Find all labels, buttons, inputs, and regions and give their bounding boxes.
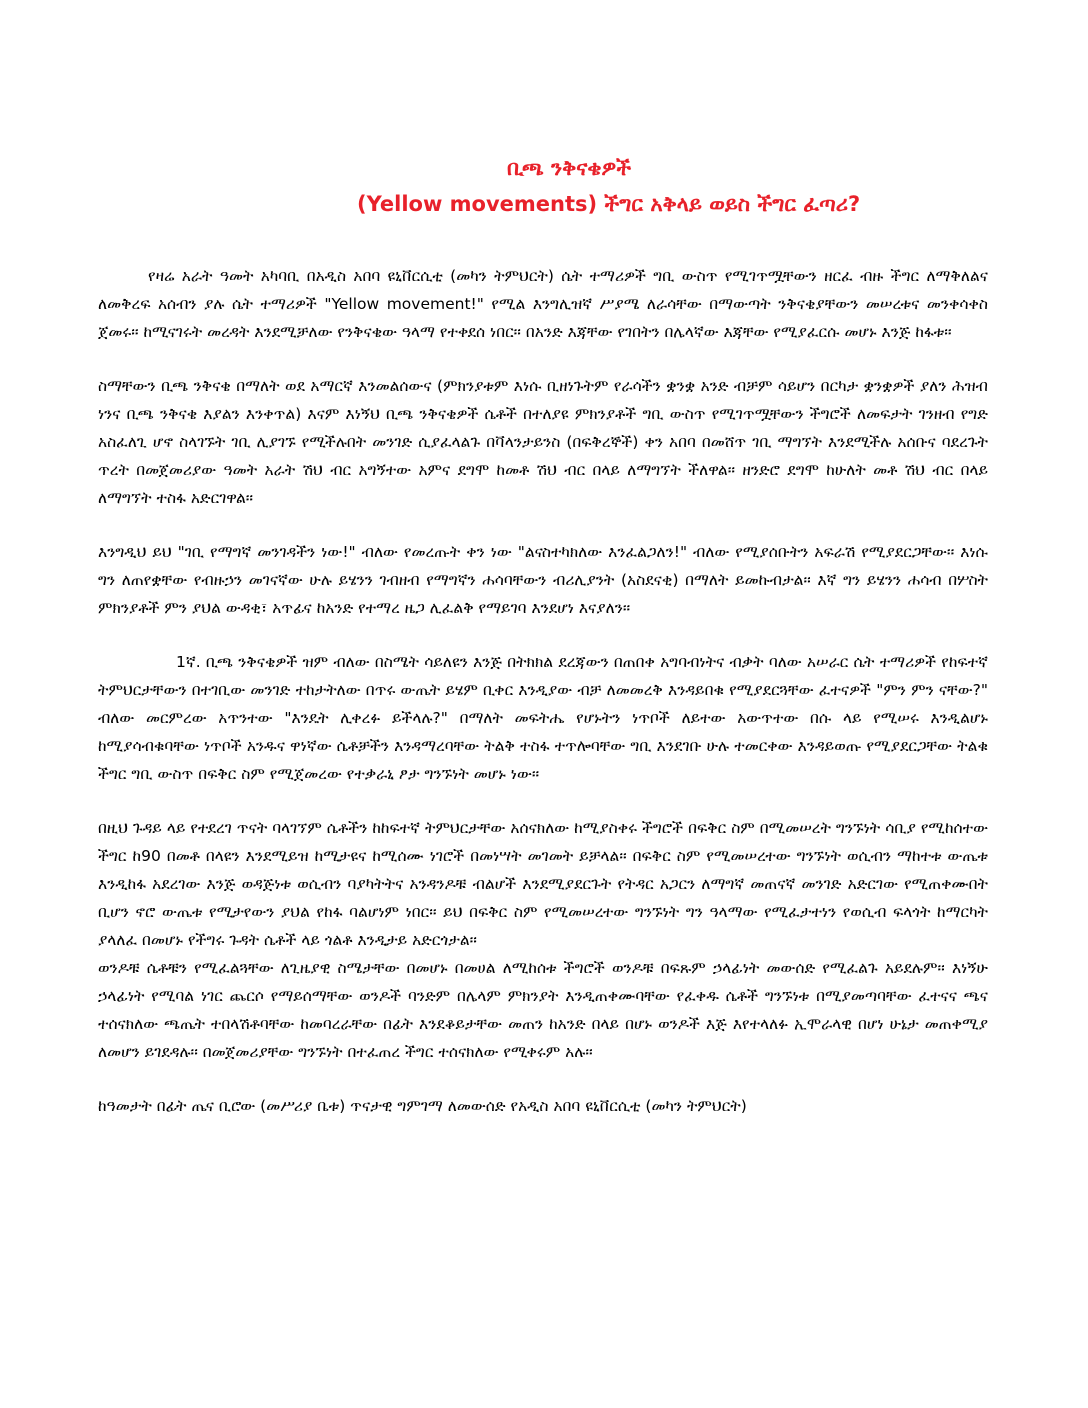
title-line-2: (Yellow movements) ችግር አቅላይ ወይስ ችግር ፈጣሪ? bbox=[357, 192, 861, 216]
paragraph-name-and-fundraising: ስማቸውን ቢጫ ንቅናቄ በማለት ወደ አማርኛ እንመልሰውና (ምክንያቱም እነሱ ቢዘነጉትም የራሳችን ቋንቋ አንድ ብቻም ሳይሆን በርካታ ቋንቋዎች ያለን ሕዝብ ነንና ቢጫ ንቅናቄ እያልን እንቀጥል) እናም እነኝህ ቢጫ ንቅናቄዎች ሴቶች በተለያዩ ምክንያቶች ግቢ ውስጥ የሚገጥሟቸውን ችግሮች ለመፍታት ገንዘብ የግድ አስፈለጊ ሆኖ ስላገኙት ገቢ ሊያገኙ የሚችሉበት መንገድ ሲያፈላልጉ በቫላንታይንስ (በፍቅረኞች) ቀን አበባ በመሸጥ ገቢ ማግኘት እንደሚችሉ አሰቡና ባደረጉት ጥረት በመጀመሪያው ዓመት አራት ሽህ ብር አግኝተው አምና ደግሞ ከመቶ ሽህ ብር በላይ ለማግኘት ችለዋል፡፡ ዘንድሮ ደግሞ ከሁለት መቶ ሽህ ብር በላይ ለማግኘት ተስፋ አድርገዋል፡፡ bbox=[98, 377, 988, 507]
paragraph-relationships: በዚህ ጉዳይ ላይ የተደረገ ጥናት ባላገኘም ሴቶችን ከከፍተኛ ትምህርታቸው አሰናክለው ከሚያስቀሩ ችግሮች በፍቅር ስም በሚመሠረት ግንኙነት ሳቢያ የሚከሰተው ችግር ከ90 በመቶ በላዩን እንደሚይዝ ከሚታዩና ከሚሰሙ ነገሮች በመነሣት መገመት ይቻላል፡፡ በፍቅር ስም የሚመሠረተው ግንኙነት ወሲብን ማከተቱ ውጤቱ እንዲከፋ አደረገው እንጅ ወዳጅነቱ ወሲብን ባያካትትና አንዳንዶቹ ብልሆች እንደሚያደርጉት የትዳር አጋርን ለማግኛ መጠናኛ መንገድ አድርገው የሚጠቀሙበት ቢሆን ኖሮ ውጤቱ የሚታየውን ያህል የከፋ ባልሆነም ነበር፡፡ ይህ በፍቅር ስም የሚመሠረተው ግንኙነት ግን ዓላማው የሚፈታተነን የወሲብ ፍላጎት ከማርካት ያላለፈ በመሆኑ የችግሩ ጉዳት ሴቶች ላይ ጎልቶ እንዲታይ አድርጎታል፡፡ bbox=[98, 819, 988, 949]
paragraph-intro: የዛሬ አራት ዓመት አካባቢ በአዲስ አበባ ዩኒቨርሲቲ (መካን ትምህርት) ሴት ተማሪዎች ግቢ ውስጥ የሚገጥሟቸውን ዘርፈ ብዙ ችግር ለማቅለልና ለመቅረፍ አሰብን ያሉ ሴት ተማሪዎች "Yellow movement!" የሚል እንግሊዝኛ ሥያሜ ለራሳቸው በማውጣት ንቅናቄያቸውን መሠረቱና መንቀሳቀስ ጀመሩ፡፡ ከሚናገሩት መረዳት እንደሚቻለው የንቅናቄው ዓላማ የተቀደሰ ነበር፡፡ በአንድ እጃቸው የገበትን በሌላኛው እጃቸው የሚያፈርሱ መሆኑ እንጅ ከፋቱ፡፡ bbox=[98, 267, 988, 341]
paragraph-men-responsibility: ወንዶቹ ሴቶቹን የሚፈልጓቸው ለጊዜያዊ ስሜታቸው በመሆኑ በመሀል ለሚከሰቱ ችግሮች ወንዶቹ በፍጹም ኃላፊነት መውሰድ የሚፈልጉ አይደሉም፡፡ እነኝሁ ኃላፊነት የሚባል ነገር ጨርሶ የማይሰማቸው ወንዶች ባንድም በሌላም ምክንያት እንዲጠቀሙባቸው የፈቀዱ ሴቶች ግንኙነቱ በሚያመጣባቸው ፈተናና ጫና ተሰናክለው ጫጤት ተበላሽቶባቸው ከመባረራቸው በፊት እንደቆይታቸው መጠን ከአንድ በላይ በሆኑ ወንዶች እጅ እየተላለፉ ኢሞራላዊ በሆነ ሁኔታ መጠቀሚያ ለመሆን ይገደዳሉ፡፡ በመጀመሪያቸው ግንኙነት በተፈጠረ ችግር ተሰናክለው የሚቀሩም አሉ፡፡ bbox=[98, 959, 988, 1061]
title-line-1: ቢጫ ንቅናቄዎች bbox=[507, 156, 632, 180]
document-body bbox=[98, 262, 988, 1146]
document-title bbox=[0, 150, 1088, 222]
paragraph-three-reasons: እንግዲህ ይህ "ገቢ የማግኛ መንገዳችን ነው!" ብለው የመረጡት ቀን ነው "ልናስተካክለው እንፈልጋለን!" ብለው የሚያሰቡትን አፍራሽ የሚያደርጋቸው፡፡ እነሱ ግን ለጠየቋቸው የብዙኃን መገናኛው ሁሉ ይሄንን ገብዘብ የማግኛን ሐሳባቸውን ብሪሊያንት (አስደናቂ) በማለት ይመኩብታል፡፡ እኛ ግን ይሄንን ሐሳብ በሦስት ምክንያቶች ምን ያህል ውዳቂ፣ አጥፊና ከአንድ የተማረ ዜጋ ሊፈልቅ የማይገባ እንደሆነ እናያለን፡፡ bbox=[98, 543, 988, 617]
paragraph-health-office: ከዓመታት በፊት ጤና ቢሮው (መሥሪያ ቤቱ) ጥናታዊ ግምገማ ለመውሰድ የአዲስ አበባ ዩኒቨርሲቲ (መካን ትምህርት) bbox=[98, 1097, 747, 1115]
paragraph-reason-one: 1ኛ. ቢጫ ንቅናቄዎች ዝም ብለው በስሜት ሳይለዩን እንጅ በትክክል ደረጃውን በጠበቀ አግባብነትና ብቃት ባለው አሠራር ሴት ተማሪዎች የከፍተኛ ትምህርታቸውን በተገቢው መንገድ ተከታትለው በጥሩ ውጤት ይሄም ቢቀር እንዲያው ብቻ ለመመረቅ እንዳይበቁ የሚያደርጓቸው ፈተናዎች "ምን ምን ናቸው?" ብለው መርምረው አጥንተው "እንዴት ሊቀረፉ ይችላሉ?" በማለት መፍትሔ የሆኑትን ነጥቦች ለይተው አውጥተው በሱ ላይ የሚሠሩ እንዲልሆኑ ከሚያሳብቁባቸው ነጥቦች አንዱና ዋነኛው ሴቶቻችን እንዳማረባቸው ትልቅ ተስፋ ተጥሎባቸው ግቢ እንደገቡ ሁሉ ተመርቀው እንዳይወጡ የሚያደርጋቸው ትልቁ ችግር ግቢ ውስጥ በፍቅር ስም የሚጀመረው የተቃራኒ ፆታ ግንኙነት መሆኑ ነው፡፡ bbox=[98, 653, 988, 783]
